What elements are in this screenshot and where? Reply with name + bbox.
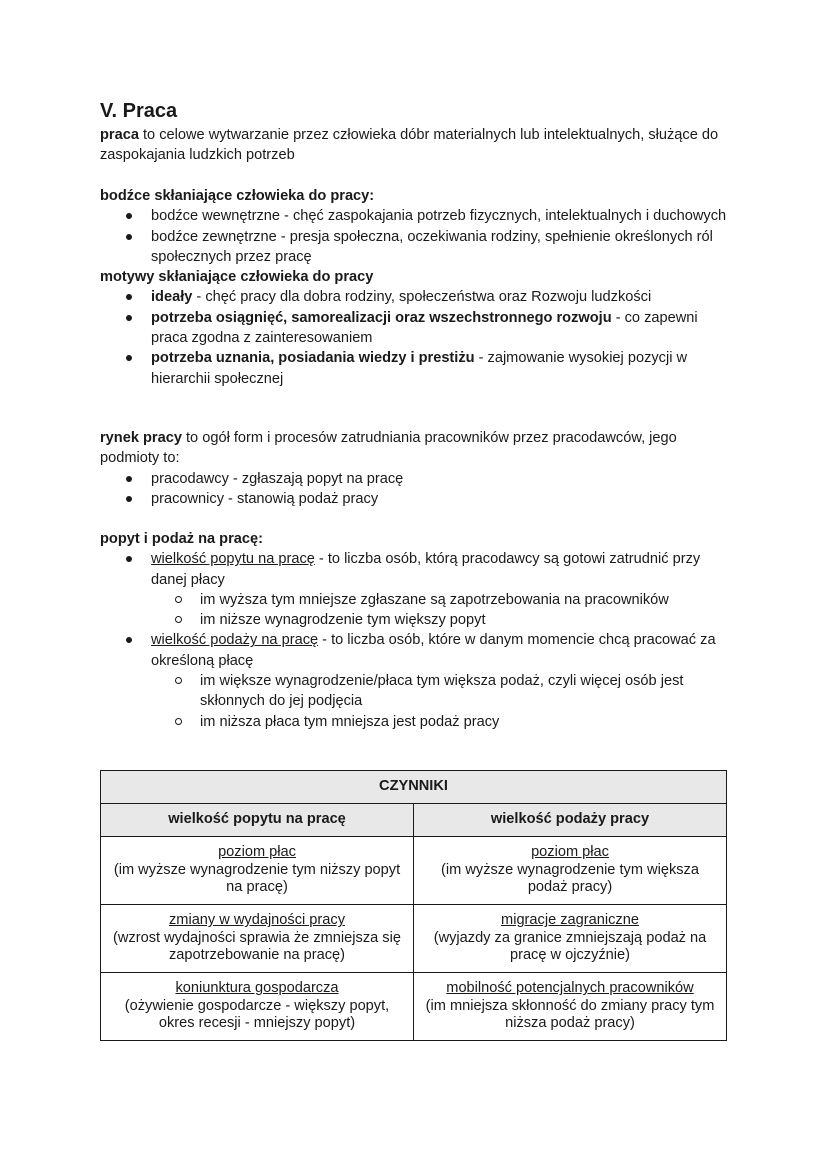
intro-paragraph bbox=[100, 125, 730, 166]
table-row bbox=[101, 837, 727, 905]
table-header: wielkość podaży pracy bbox=[414, 804, 727, 837]
list-item bbox=[100, 308, 730, 349]
market-section bbox=[100, 428, 730, 509]
motives-heading: motywy skłaniające człowieka do pracy bbox=[100, 269, 374, 286]
stimuli-heading: bodźce skłaniające człowieka do pracy: bbox=[100, 188, 375, 204]
factor-title: zmiany w wydajności pracy bbox=[169, 912, 345, 929]
motive-desc: - co zapewni praca zgodna z zainteresowaniem bbox=[151, 309, 698, 347]
table-cell bbox=[414, 837, 727, 905]
supply-demand-list bbox=[100, 549, 730, 732]
motive-name: ideały bbox=[151, 289, 193, 306]
concept-desc: - to liczba osób, którą pracodawcy są gotowi zatrudnić przy danej płacy bbox=[151, 551, 701, 588]
factor-desc: (im mniejsza skłonność do zmiany pracy tym niższa podaż pracy) bbox=[425, 997, 715, 1032]
sub-list-item: im większe wynagrodzenie/płaca tym większa podaż, czyli więcej osób jest skłonnych do jej podjęcia bbox=[100, 671, 730, 712]
intro-term: praca bbox=[100, 127, 139, 143]
table-header: wielkość popytu na pracę bbox=[101, 804, 414, 837]
factor-title: koniunktura gospodarcza bbox=[175, 980, 339, 997]
stimuli-section bbox=[100, 186, 730, 389]
factors-table bbox=[100, 770, 727, 1041]
motives-list bbox=[100, 287, 730, 388]
table-row bbox=[101, 973, 727, 1041]
factor-desc: (wyjazdy za granice zmniejszają podaż na pracę w ojczyźnie) bbox=[433, 929, 707, 964]
concept-term: wielkość podaży na pracę bbox=[151, 632, 319, 649]
concept-term: wielkość popytu na pracę bbox=[151, 551, 315, 568]
market-list bbox=[100, 469, 730, 510]
supply-demand-heading: popyt i podaż na pracę: bbox=[100, 531, 263, 547]
factor-title: migracje zagraniczne bbox=[501, 912, 639, 929]
factor-title: poziom płac bbox=[218, 844, 296, 861]
factor-title: mobilność potencjalnych pracowników bbox=[446, 980, 694, 997]
supply-demand-section bbox=[100, 529, 730, 732]
table-row bbox=[101, 905, 727, 973]
stimuli-list bbox=[100, 206, 730, 267]
list-item bbox=[100, 630, 730, 671]
table-cell bbox=[414, 973, 727, 1041]
market-term: rynek pracy bbox=[100, 430, 182, 446]
table-title: CZYNNIKI bbox=[101, 771, 727, 804]
list-item: pracodawcy - zgłaszają popyt na pracę bbox=[100, 469, 730, 489]
factor-desc: (im wyższe wynagrodzenie tym niższy popyt na pracę) bbox=[113, 861, 401, 896]
intro-definition: to celowe wytwarzanie przez człowieka dóbr materialnych lub intelektualnych, służące do zaspokajania ludzkich potrzeb bbox=[100, 127, 719, 164]
factor-title: poziom płac bbox=[531, 844, 609, 861]
factor-desc: (im wyższe wynagrodzenie tym większa podaż pracy) bbox=[441, 861, 699, 896]
list-item bbox=[100, 287, 730, 307]
list-item bbox=[100, 549, 730, 590]
list-item: bodźce wewnętrzne - chęć zaspokajania potrzeb fizycznych, intelektualnych i duchowych bbox=[100, 206, 730, 226]
list-item: bodźce zewnętrzne - presja społeczna, oczekiwania rodziny, spełnienie określonych ról społecznych przez pracę bbox=[100, 227, 730, 268]
sub-list-item: im niższa płaca tym mniejsza jest podaż pracy bbox=[100, 712, 730, 732]
table-cell bbox=[101, 905, 414, 973]
motive-name: potrzeba osiągnięć, samorealizacji oraz wszechstronnego rozwoju bbox=[151, 309, 612, 326]
market-definition: to ogół form i procesów zatrudniania pracowników przez pracodawców, jego podmioty to: bbox=[100, 430, 677, 467]
list-item: pracownicy - stanowią podaż pracy bbox=[100, 489, 730, 509]
concept-desc: - to liczba osób, które w danym momencie chcą pracować za określoną płacę bbox=[151, 632, 716, 669]
motive-desc: - chęć pracy dla dobra rodziny, społeczeństwa oraz Rozwoju ludzkości bbox=[192, 289, 652, 306]
factor-desc: (wzrost wydajności sprawia że zmniejsza się zapotrzebowanie na pracę) bbox=[113, 929, 401, 964]
page-title: V. Praca bbox=[100, 100, 178, 122]
list-item bbox=[100, 348, 730, 389]
table-cell bbox=[414, 905, 727, 973]
table-cell bbox=[101, 973, 414, 1041]
table-cell bbox=[101, 837, 414, 905]
sub-list-item: im wyższa tym mniejsze zgłaszane są zapotrzebowania na pracowników bbox=[100, 590, 730, 610]
sub-list-item: im niższe wynagrodzenie tym większy popyt bbox=[100, 610, 730, 630]
motive-name: potrzeba uznania, posiadania wiedzy i prestiżu bbox=[151, 350, 475, 367]
motive-desc: - zajmowanie wysokiej pozycji w hierarchii społecznej bbox=[151, 350, 688, 387]
factor-desc: (ożywienie gospodarcze - większy popyt, okres recesji - mniejszy popyt) bbox=[124, 997, 390, 1032]
